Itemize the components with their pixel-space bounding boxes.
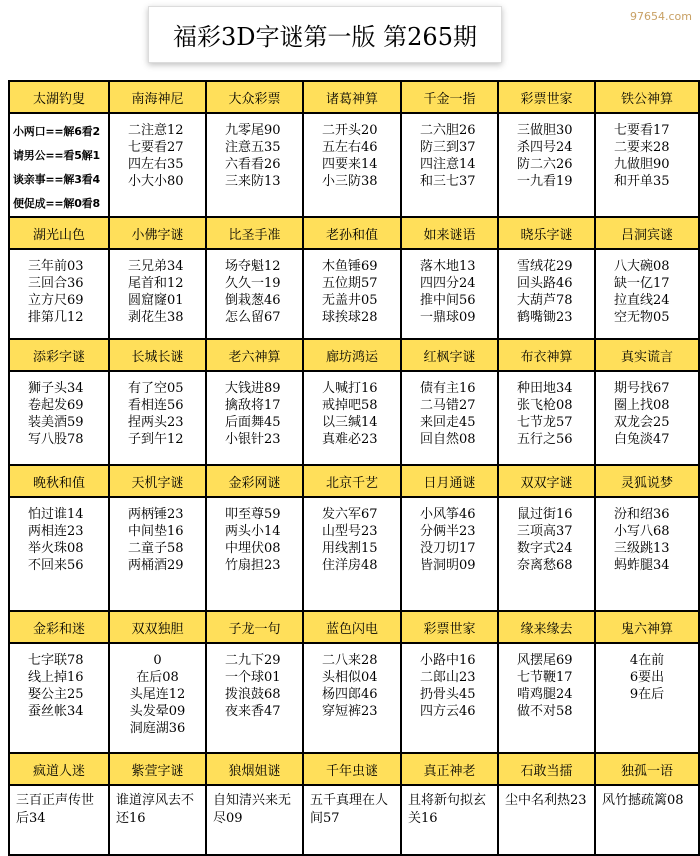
riddle-lines (402, 786, 497, 828)
riddle-lines (207, 498, 302, 574)
column-header: 鬼六神算 (595, 611, 699, 643)
riddle-lines (499, 114, 594, 190)
riddle-cell (206, 249, 303, 339)
riddle-line: 二六胆26 (420, 123, 476, 138)
column-header: 蓝色闪电 (303, 611, 401, 643)
riddle-line: 且将新句拟玄关16 (408, 793, 487, 826)
riddle-line: 无盖井05 (322, 293, 378, 308)
column-header: 长城长谜 (109, 339, 206, 371)
riddle-cell (303, 785, 401, 855)
header-row (9, 611, 699, 643)
riddle-line: 空无物05 (614, 310, 670, 325)
riddle-line: 做不对58 (517, 704, 573, 719)
riddle-cell (109, 497, 206, 611)
riddle-line: 看相连56 (128, 398, 184, 413)
riddle-line: 球挨球28 (322, 310, 378, 325)
column-header: 灵狐说梦 (595, 465, 699, 497)
riddle-line: 大钱进89 (225, 381, 281, 396)
column-header: 如来谜语 (401, 217, 498, 249)
riddle-cell (498, 249, 595, 339)
riddle-line: 期号找67 (614, 381, 670, 396)
riddle-line: 有了空05 (128, 381, 184, 396)
riddle-lines (596, 372, 698, 448)
riddle-line: 回自然08 (420, 432, 476, 447)
riddle-lines (596, 114, 698, 190)
riddle-cell (595, 497, 699, 611)
riddle-line: 二马错27 (420, 398, 476, 413)
riddle-cell (9, 249, 109, 339)
riddle-line: 双龙会25 (614, 415, 670, 430)
riddle-lines (402, 644, 497, 720)
riddle-cell (109, 113, 206, 217)
riddle-line: 种田地34 (517, 381, 573, 396)
riddle-line: 叩至尊59 (225, 507, 281, 522)
riddle-line: 6要出 (629, 670, 665, 685)
column-header: 老孙和值 (303, 217, 401, 249)
riddle-line: 风摆尾69 (517, 653, 573, 668)
riddle-line: 夜来香47 (225, 704, 281, 719)
riddle-lines (304, 786, 400, 828)
riddle-line: 九做胆90 (614, 157, 670, 172)
riddle-lines (499, 786, 594, 810)
column-header: 疯道人迷 (9, 753, 109, 785)
riddle-cell (303, 371, 401, 465)
column-header: 缘来缘去 (498, 611, 595, 643)
riddle-lines (207, 786, 302, 828)
column-header: 金彩网谜 (206, 465, 303, 497)
riddle-line: 二八来28 (322, 653, 378, 668)
riddle-cell (206, 785, 303, 855)
riddle-lines (10, 498, 108, 574)
riddle-line: 防二六26 (517, 157, 573, 172)
riddle-line: 怕过谁14 (28, 507, 84, 522)
riddle-line: 三项高37 (517, 524, 573, 539)
riddle-lines (207, 114, 302, 190)
riddle-lines (304, 498, 400, 574)
riddle-cell (109, 371, 206, 465)
riddle-line: 倒栽葱46 (225, 293, 281, 308)
column-header: 双双字谜 (498, 465, 595, 497)
riddle-line: 捏两头23 (128, 415, 184, 430)
riddle-line: 写八股78 (28, 432, 84, 447)
riddle-lines (110, 372, 205, 448)
riddle-line: 小三防38 (322, 174, 378, 189)
riddle-line: 杀四号24 (517, 140, 573, 155)
riddle-lines (499, 250, 594, 326)
riddle-cell (595, 249, 699, 339)
riddle-table (8, 80, 700, 856)
riddle-line: 举火珠08 (28, 541, 84, 556)
header-row (9, 81, 699, 113)
column-header: 千年虫谜 (303, 753, 401, 785)
column-header: 大众彩票 (206, 81, 303, 113)
column-header: 布衣神算 (498, 339, 595, 371)
riddle-cell (595, 113, 699, 217)
riddle-line: 三来防13 (225, 174, 281, 189)
riddle-line: 请男公==看5解1 (13, 149, 100, 162)
riddle-line: 五千真理在人间57 (310, 793, 389, 826)
riddle-cell (9, 643, 109, 753)
riddle-lines (402, 250, 497, 326)
riddle-cell (498, 643, 595, 753)
riddle-line: 四方云46 (420, 704, 476, 719)
riddle-line: 蚂蚱腿34 (614, 558, 670, 573)
riddle-line: 以三缄14 (322, 415, 378, 430)
riddle-lines (596, 498, 698, 574)
column-header: 吕洞宾谜 (595, 217, 699, 249)
riddle-line: 四四分24 (420, 276, 476, 291)
riddle-cell (303, 643, 401, 753)
riddle-line: 三百正声传世后34 (16, 793, 95, 826)
column-header: 廊坊鸿运 (303, 339, 401, 371)
riddle-line: 债有主16 (420, 381, 476, 396)
riddle-line: 发六军67 (322, 507, 378, 522)
riddle-line: 七字联78 (28, 653, 84, 668)
riddle-line: 山型号23 (322, 524, 378, 539)
riddle-line: 一鼎球09 (420, 310, 476, 325)
column-header: 千金一指 (401, 81, 498, 113)
riddle-line: 七要看17 (614, 123, 670, 138)
riddle-line: 推中间56 (420, 293, 476, 308)
riddle-line: 中间垫16 (128, 524, 184, 539)
riddle-line: 来回走45 (420, 415, 476, 430)
riddle-line: 两头小14 (225, 524, 281, 539)
riddle-line: 洞庭湖36 (129, 721, 186, 736)
riddle-cell (9, 785, 109, 855)
riddle-line: 注意五35 (225, 140, 281, 155)
riddle-cell (303, 497, 401, 611)
riddle-line: 4在前 (629, 653, 665, 668)
riddle-line: 娶公主25 (28, 687, 84, 702)
riddle-line: 皆洞明09 (420, 558, 476, 573)
riddle-cell (401, 249, 498, 339)
riddle-lines (10, 372, 108, 448)
riddle-line: 便促成==解0看8 (13, 197, 100, 210)
column-header: 红枫字谜 (401, 339, 498, 371)
column-header: 独孤一语 (595, 753, 699, 785)
riddle-line: 场夺魁12 (225, 259, 281, 274)
riddle-lines (499, 372, 594, 448)
column-header: 彩票世家 (498, 81, 595, 113)
riddle-line: 二要来28 (614, 140, 670, 155)
riddle-line: 小大小80 (128, 174, 184, 189)
riddle-line: 尘中名利热23 (505, 793, 587, 808)
riddle-line: 排第几12 (28, 310, 84, 325)
riddle-line: 一九看19 (517, 174, 573, 189)
riddle-line: 穿短裤23 (322, 704, 378, 719)
riddle-cell (303, 113, 401, 217)
riddle-cell (9, 113, 109, 217)
header-row (9, 217, 699, 249)
riddle-lines (10, 114, 108, 216)
riddle-lines (10, 250, 108, 326)
riddle-line: 头发晕09 (129, 704, 186, 719)
riddle-cell (206, 643, 303, 753)
column-header: 彩票世家 (401, 611, 498, 643)
column-header: 太湖钓叟 (9, 81, 109, 113)
riddle-line: 自知清兴来无尽09 (213, 793, 292, 826)
riddle-line: 狮子头34 (28, 381, 84, 396)
riddle-line: 三做胆30 (517, 123, 573, 138)
riddle-line: 啃鸡腿24 (517, 687, 573, 702)
riddle-line: 二注意12 (128, 123, 184, 138)
riddle-cell (498, 371, 595, 465)
riddle-line: 尾首和12 (128, 276, 184, 291)
riddle-cell (498, 113, 595, 217)
riddle-line: 奈离愁68 (517, 558, 573, 573)
riddle-line: 两柄锤23 (128, 507, 184, 522)
riddle-cell (401, 785, 498, 855)
riddle-cell (401, 113, 498, 217)
riddle-lines (110, 114, 205, 190)
column-header: 老六神算 (206, 339, 303, 371)
riddle-lines (207, 644, 302, 720)
riddle-cell (206, 497, 303, 611)
riddle-cell (206, 113, 303, 217)
column-header: 紫萱字谜 (109, 753, 206, 785)
riddle-lines (402, 114, 497, 190)
riddle-lines (402, 372, 497, 448)
column-header: 添彩字谜 (9, 339, 109, 371)
riddle-line: 和开单35 (614, 174, 670, 189)
riddle-line: 戒掉吧58 (322, 398, 378, 413)
riddle-line: 大葫芦78 (517, 293, 573, 308)
riddle-cell (595, 643, 699, 753)
column-header: 比圣手准 (206, 217, 303, 249)
riddle-line: 两相连23 (28, 524, 84, 539)
column-header: 铁公神算 (595, 81, 699, 113)
riddle-line: 雪绒花29 (517, 259, 573, 274)
riddle-line: 风竹撼疏篱08 (602, 793, 684, 808)
riddle-cell (9, 371, 109, 465)
riddle-line: 在后08 (136, 670, 179, 685)
riddle-line: 子到午12 (128, 432, 184, 447)
riddle-line: 住洋房48 (322, 558, 378, 573)
riddle-line: 四注意14 (420, 157, 476, 172)
column-header: 狼烟姐谜 (206, 753, 303, 785)
content-row (9, 497, 699, 611)
riddle-line: 鹤嘴锄23 (517, 310, 573, 325)
riddle-line: 鼠过街16 (517, 507, 573, 522)
riddle-lines (596, 786, 698, 810)
riddle-cell (206, 371, 303, 465)
riddle-line: 头尾连12 (129, 687, 186, 702)
riddle-line: 数字式24 (517, 541, 573, 556)
riddle-cell (595, 371, 699, 465)
column-header: 金彩和迷 (9, 611, 109, 643)
riddle-line: 扔骨头45 (420, 687, 476, 702)
riddle-line: 白兔淡47 (614, 432, 670, 447)
riddle-line: 头相似04 (322, 670, 378, 685)
riddle-line: 线上掉16 (28, 670, 84, 685)
riddle-line: 拨浪鼓68 (225, 687, 281, 702)
riddle-cell (303, 249, 401, 339)
riddle-line: 七节龙57 (517, 415, 573, 430)
riddle-line: 怎么留67 (225, 310, 281, 325)
riddle-line: 九零尾90 (225, 123, 281, 138)
riddle-line: 两桶酒29 (128, 558, 184, 573)
column-header: 子龙一句 (206, 611, 303, 643)
column-header: 真实谎言 (595, 339, 699, 371)
riddle-lines (596, 250, 698, 326)
riddle-line: 小路中16 (420, 653, 476, 668)
column-header: 日月通谜 (401, 465, 498, 497)
riddle-line: 人喊打16 (322, 381, 378, 396)
riddle-line: 竹扇担23 (225, 558, 281, 573)
page-title: 福彩3D字谜第一版 第265期 (148, 6, 502, 63)
riddle-lines (110, 786, 205, 828)
riddle-line: 没刀切17 (420, 541, 476, 556)
header-row (9, 753, 699, 785)
content-row (9, 785, 699, 855)
riddle-line: 装美酒59 (28, 415, 84, 430)
riddle-line: 八大碗08 (614, 259, 670, 274)
riddle-line: 二童子58 (128, 541, 184, 556)
riddle-line: 四左右35 (128, 157, 184, 172)
riddle-line: 三回合36 (28, 276, 84, 291)
riddle-cell (595, 785, 699, 855)
riddle-lines (304, 644, 400, 720)
column-header: 石敢当擂 (498, 753, 595, 785)
riddle-line: 后面舞45 (225, 415, 281, 430)
riddle-lines (207, 372, 302, 448)
content-row (9, 371, 699, 465)
header-row (9, 465, 699, 497)
riddle-lines (499, 498, 594, 574)
riddle-line: 和三七37 (420, 174, 476, 189)
riddle-line: 汾和绍36 (614, 507, 670, 522)
column-header: 南海神尼 (109, 81, 206, 113)
riddle-line: 蚕丝帐34 (28, 704, 84, 719)
riddle-line: 五位期57 (322, 276, 378, 291)
riddle-line: 落木地13 (420, 259, 476, 274)
riddle-lines (596, 644, 698, 703)
riddle-lines (110, 498, 205, 574)
riddle-lines (402, 498, 497, 574)
riddle-line: 七要看27 (128, 140, 184, 155)
riddle-line: 谁道淳风去不还16 (116, 793, 195, 826)
riddle-lines (304, 372, 400, 448)
riddle-line: 缺一亿17 (614, 276, 670, 291)
riddle-lines (10, 786, 108, 828)
riddle-cell (498, 785, 595, 855)
riddle-line: 三级跳13 (614, 541, 670, 556)
column-header: 晓乐字谜 (498, 217, 595, 249)
riddle-line: 用线割15 (322, 541, 378, 556)
riddle-line: 小银针23 (225, 432, 281, 447)
riddle-cell (401, 497, 498, 611)
riddle-line: 9在后 (629, 687, 665, 702)
riddle-lines (304, 250, 400, 326)
riddle-line: 二开头20 (322, 123, 378, 138)
riddle-lines (110, 250, 205, 326)
riddle-line: 杨四郎46 (322, 687, 378, 702)
content-row (9, 643, 699, 753)
header-row (9, 339, 699, 371)
riddle-line: 三兄弟34 (128, 259, 184, 274)
site-watermark: 97654.com (630, 10, 692, 23)
riddle-cell (498, 497, 595, 611)
riddle-cell (109, 643, 206, 753)
riddle-line: 防三到37 (420, 140, 476, 155)
riddle-lines (110, 644, 205, 737)
content-row (9, 113, 699, 217)
riddle-line: 不回来56 (28, 558, 84, 573)
riddle-cell (109, 249, 206, 339)
riddle-line: 立方尺69 (28, 293, 84, 308)
riddle-line: 二郎山23 (420, 670, 476, 685)
riddle-line: 木鱼锤69 (322, 259, 378, 274)
column-header: 双双独胆 (109, 611, 206, 643)
riddle-line: 七节鞭17 (517, 670, 573, 685)
riddle-line: 卷起发69 (28, 398, 84, 413)
riddle-line: 小两口==解6看2 (13, 125, 100, 138)
riddle-line: 一个球01 (225, 670, 281, 685)
riddle-lines (207, 250, 302, 326)
riddle-line: 拉直线24 (614, 293, 670, 308)
column-header: 晚秋和值 (9, 465, 109, 497)
column-header: 真正神老 (401, 753, 498, 785)
riddle-line: 剥花生38 (128, 310, 184, 325)
riddle-line: 中埋伏08 (225, 541, 281, 556)
riddle-line: 久久一19 (225, 276, 281, 291)
riddle-line: 五行之56 (517, 432, 573, 447)
riddle-line: 二九下29 (225, 653, 281, 668)
riddle-line: 圈上找08 (614, 398, 670, 413)
column-header: 北京千艺 (303, 465, 401, 497)
riddle-lines (499, 644, 594, 720)
riddle-cell (401, 371, 498, 465)
riddle-cell (109, 785, 206, 855)
content-row (9, 249, 699, 339)
riddle-line: 小写八68 (614, 524, 670, 539)
column-header: 诸葛神算 (303, 81, 401, 113)
riddle-line: 小风筝46 (420, 507, 476, 522)
riddle-line: 圆窟窿01 (128, 293, 184, 308)
riddle-line: 四要来14 (322, 157, 378, 172)
riddle-line: 回头路46 (517, 276, 573, 291)
riddle-line: 真难必23 (322, 432, 378, 447)
riddle-line: 三年前03 (28, 259, 84, 274)
riddle-line: 分俩半23 (420, 524, 476, 539)
riddle-line: 六看看26 (225, 157, 281, 172)
riddle-line: 谈亲事==解3看4 (13, 173, 100, 186)
riddle-cell (9, 497, 109, 611)
riddle-line: 五左右46 (322, 140, 378, 155)
riddle-line: 张飞枪08 (517, 398, 573, 413)
riddle-lines (10, 644, 108, 720)
column-header: 湖光山色 (9, 217, 109, 249)
column-header: 小佛字谜 (109, 217, 206, 249)
riddle-lines (304, 114, 400, 190)
riddle-line: 0 (153, 653, 162, 668)
riddle-line: 擒敌将17 (225, 398, 281, 413)
column-header: 天机字谜 (109, 465, 206, 497)
riddle-cell (401, 643, 498, 753)
